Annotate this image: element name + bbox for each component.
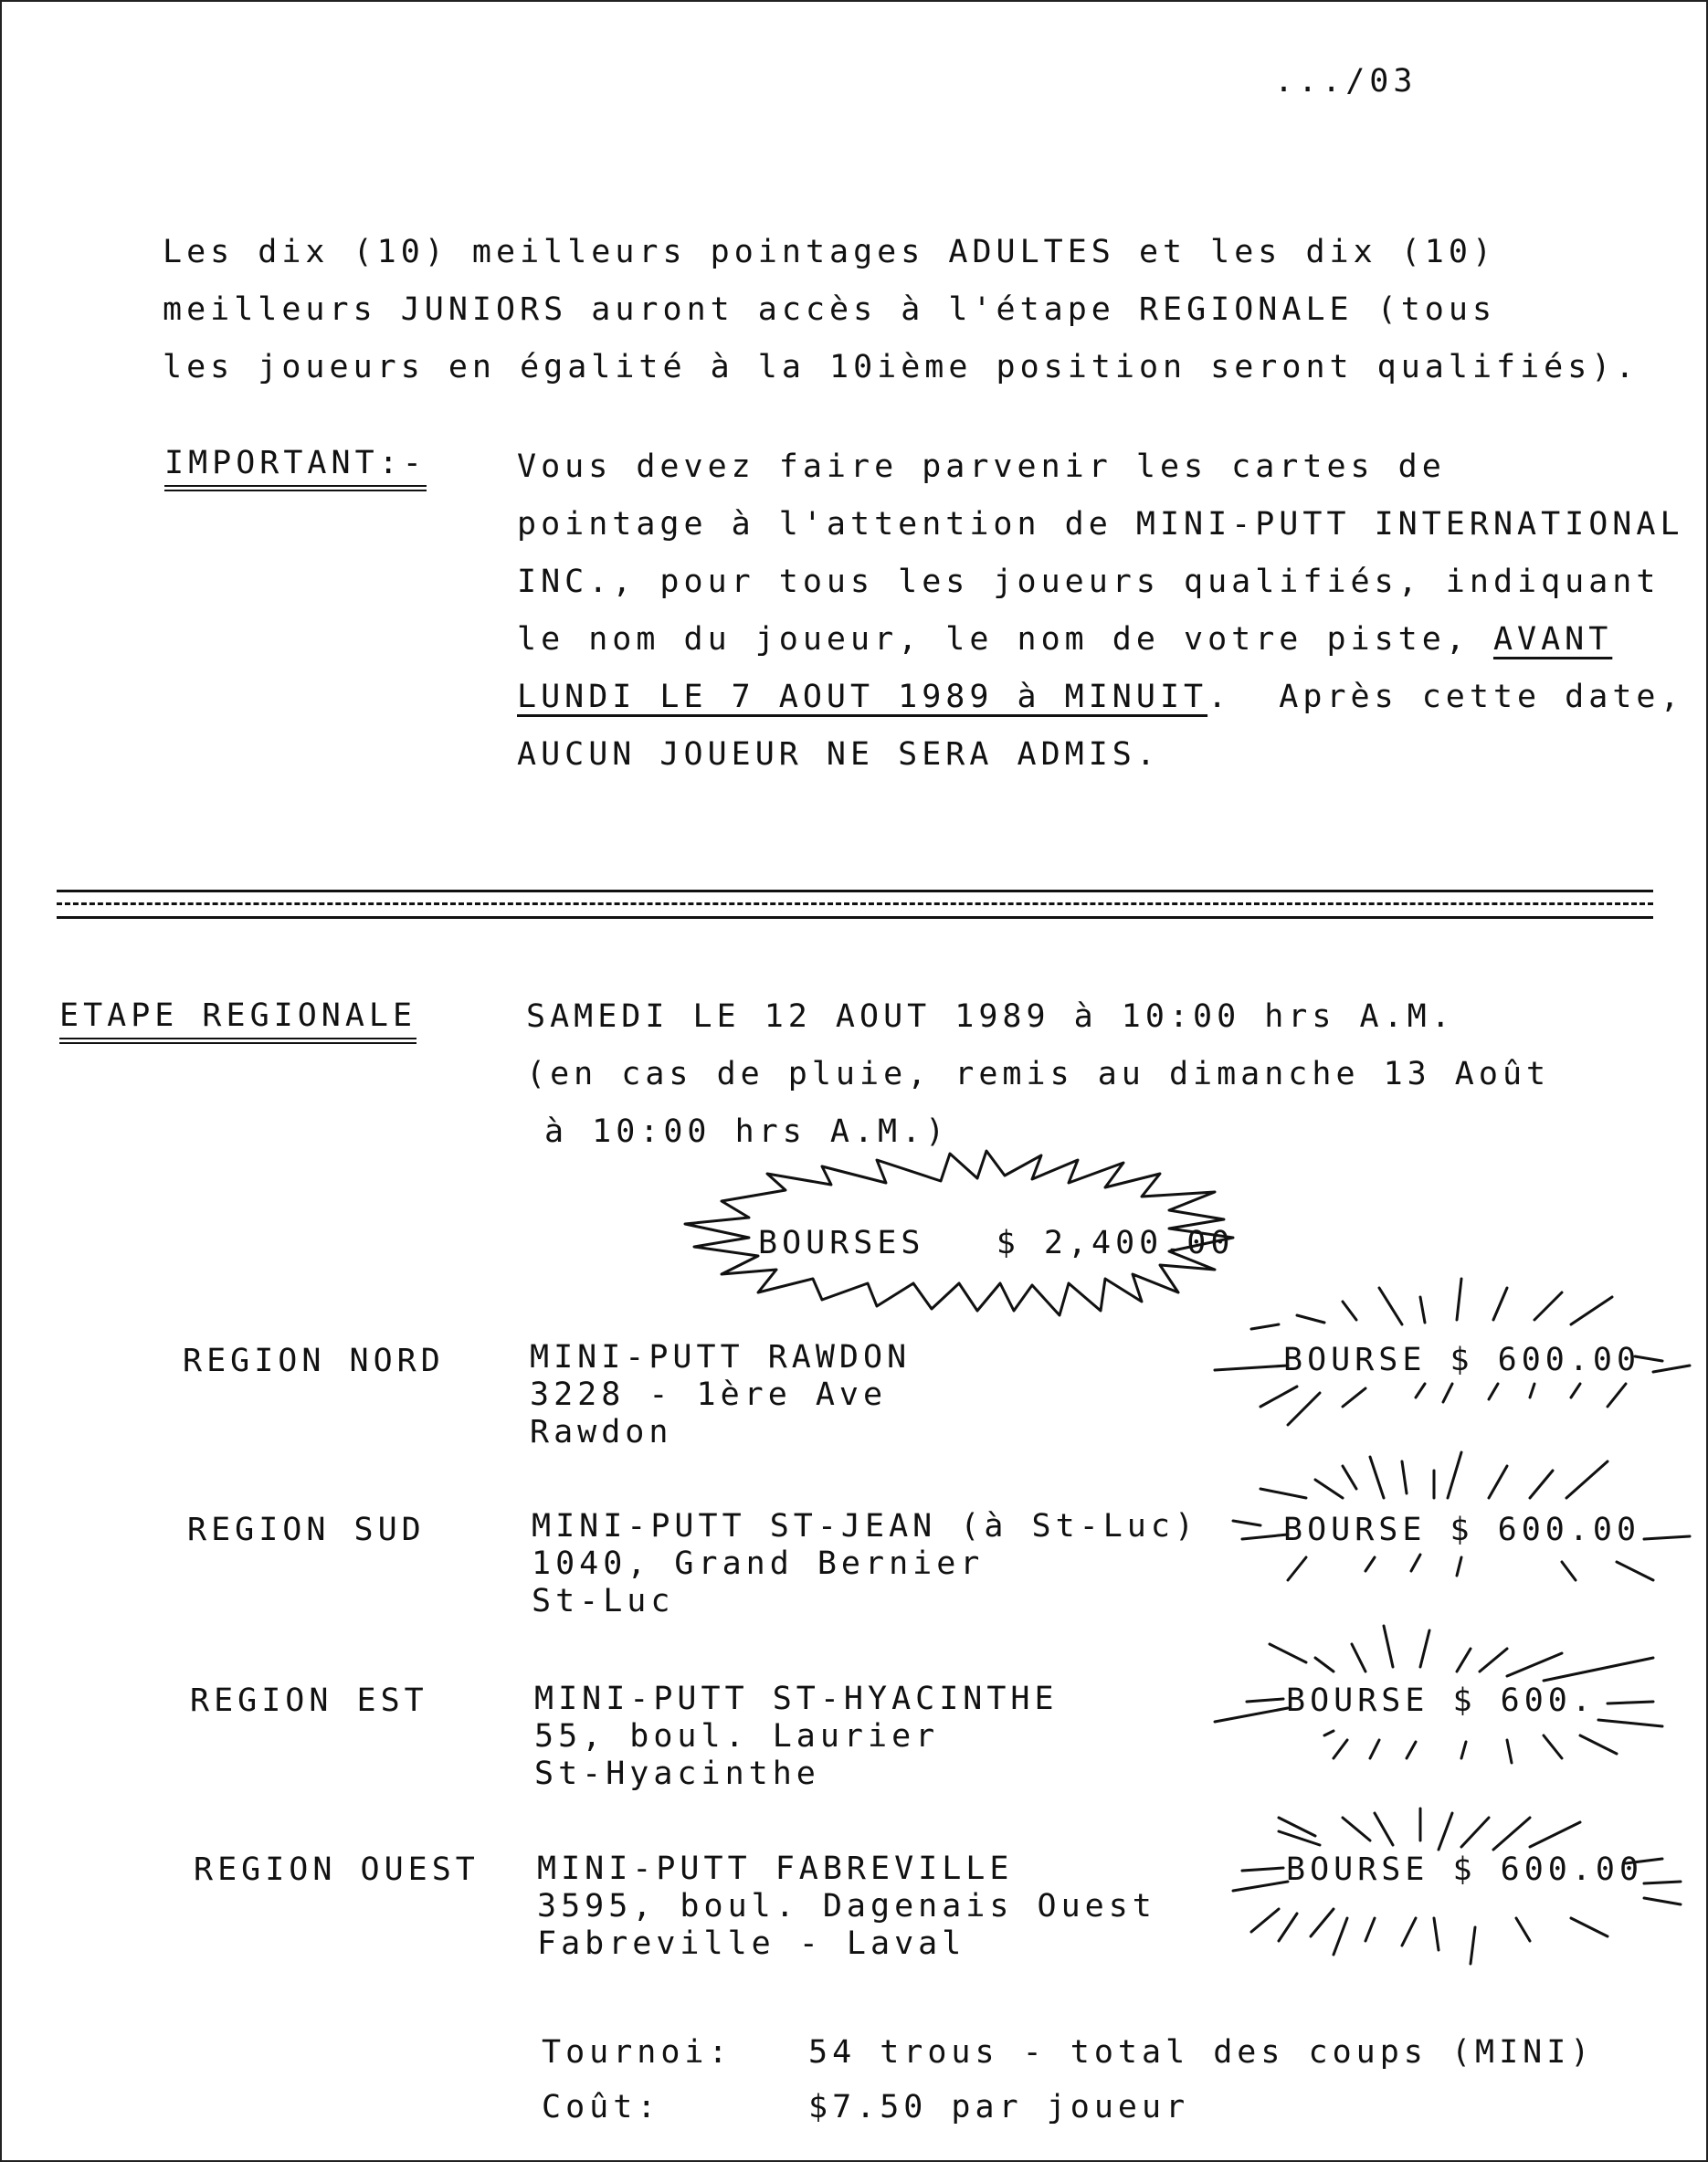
intro-line: meilleurs JUNIORS auront accès à l'étape REGIONALE (tous (163, 291, 1497, 328)
venue-city: St-Luc (532, 1583, 675, 1619)
important-line: AUCUN JOUEUR NE SERA ADMIS. (517, 736, 1160, 773)
tournoi-label: Tournoi: (542, 2034, 733, 2071)
bourse-amount: BOURSE $ 600.00 (1283, 1512, 1641, 1548)
important-line: Vous devez faire parvenir les cartes de (517, 448, 1446, 485)
bourses-total: BOURSES $ 2,400.00 (758, 1225, 1235, 1261)
region-name: REGION SUD (187, 1512, 426, 1548)
important-line: pointage à l'attention de MINI-PUTT INTERNATIONAL (517, 506, 1684, 543)
region-address (532, 1508, 1198, 1620)
region-address (530, 1339, 911, 1451)
venue-street: 3595, boul. Dagenais Ouest (537, 1888, 1156, 1925)
deadline-part2: LUNDI LE 7 AOUT 1989 à MINUIT (517, 679, 1208, 715)
venue-street: 55, boul. Laurier (534, 1718, 940, 1755)
venue-city: Fabreville - Laval (537, 1925, 966, 1962)
important-label: IMPORTANT:- (164, 448, 427, 491)
intro-line: Les dix (10) meilleurs pointages ADULTES et les dix (10) (163, 234, 1497, 270)
region-name: REGION NORD (183, 1343, 445, 1379)
cout-label: Coût: (542, 2089, 661, 2125)
etape-rain-line: à 10:00 hrs A.M.) (544, 1113, 950, 1150)
bourse-amount: BOURSE $ 600. (1286, 1682, 1596, 1719)
etape-rain-line: (en cas de pluie, remis au dimanche 13 Août (526, 1056, 1551, 1092)
venue-name: MINI-PUTT ST-JEAN (à St-Luc) (532, 1508, 1199, 1545)
bourse-amount: BOURSE $ 600.00 (1283, 1342, 1641, 1378)
important-line (517, 669, 1684, 726)
tournoi-value: 54 trous - total des coups (MINI) (808, 2034, 1595, 2071)
cout-value: $7.50 par joueur (808, 2089, 1190, 2125)
separator-line (57, 890, 1653, 892)
venue-name: MINI-PUTT RAWDON (530, 1339, 912, 1376)
venue-name: MINI-PUTT FABREVILLE (537, 1851, 1014, 1887)
separator-dashed (57, 902, 1653, 905)
important-line-text: le nom du joueur, le nom de votre piste, (517, 621, 1493, 658)
venue-city: St-Hyacinthe (534, 1756, 820, 1792)
etape-details (526, 988, 1550, 1161)
region-address (537, 1851, 1156, 1963)
etape-date: SAMEDI LE 12 AOUT 1989 à 10:00 hrs A.M. (526, 998, 1455, 1035)
important-paragraph (517, 438, 1684, 784)
venue-city: Rawdon (530, 1414, 673, 1450)
venue-street: 1040, Grand Bernier (532, 1545, 985, 1582)
venue-name: MINI-PUTT ST-HYACINTHE (534, 1681, 1059, 1717)
deadline-part1: AVANT (1492, 621, 1613, 658)
intro-line: les joueurs en égalité à la 10ième position seront qualifiés). (163, 349, 1639, 385)
intro-paragraph (163, 224, 1639, 396)
bourse-amount: BOURSE $ 600.00 (1286, 1851, 1644, 1888)
region-address (534, 1681, 1059, 1793)
page-reference: .../03 (1274, 63, 1418, 100)
important-line: INC., pour tous les joueurs qualifiés, indiquant (517, 564, 1661, 600)
region-name: REGION EST (190, 1682, 428, 1719)
after-deadline-text: . Après cette date, (1207, 679, 1684, 715)
etape-regionale-label: ETAPE REGIONALE (59, 1000, 416, 1044)
important-line (517, 611, 1684, 669)
region-name: REGION OUEST (194, 1851, 480, 1888)
venue-street: 3228 - 1ère Ave (530, 1376, 888, 1413)
separator-line (57, 916, 1653, 919)
